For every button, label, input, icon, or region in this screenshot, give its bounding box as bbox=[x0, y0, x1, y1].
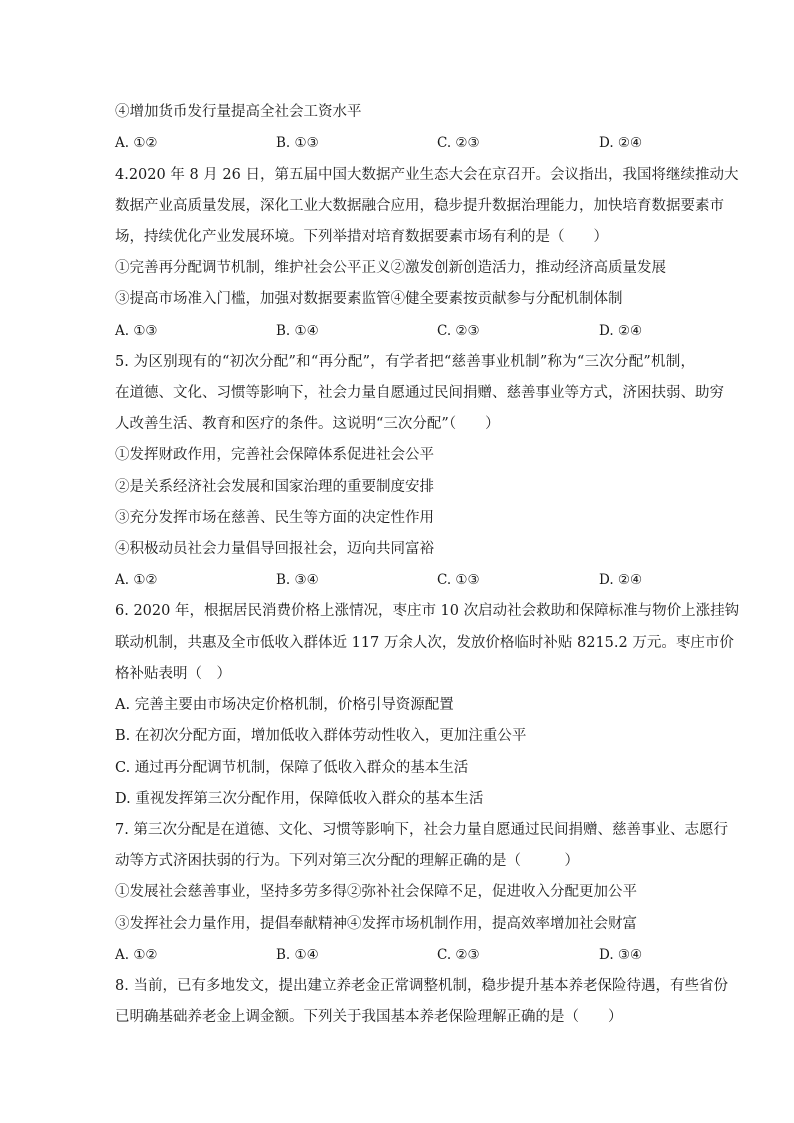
q5-item-3: ③充分发挥市场在慈善、民生等方面的决定性作用 bbox=[115, 510, 434, 526]
q5-item-2: ②是关系经济社会发展和国家治理的重要制度安排 bbox=[115, 479, 434, 495]
q4-option-a: A. ①③ bbox=[115, 323, 158, 339]
q5-option-c: C. ①③ bbox=[437, 572, 480, 588]
q5-stem-line-2: 在道德、文化、习惯等影响下，社会力量自愿通过民间捐赠、慈善事业等方式，济困扶弱、助穷 bbox=[115, 385, 724, 401]
q3-option-c: C. ②③ bbox=[437, 135, 480, 151]
q3-item-4: ④增加货币发行量提高全社会工资水平 bbox=[115, 104, 362, 120]
q4-stem-line-3: 场，持续优化产业发展环境。下列举措对培育数据要素市场有利的是（ ） bbox=[115, 229, 608, 245]
q4-option-d: D. ②④ bbox=[599, 323, 643, 339]
q5-stem-line-1: 5. 为区别现有的“初次分配”和“再分配”，有学者把“慈善事业机制”称为“三次分配”机制， bbox=[115, 354, 695, 370]
q6-stem-line-3: 格补贴表明（ ） bbox=[115, 666, 231, 682]
q4-stem-line-1: 4.2020 年 8 月 26 日，第五届中国大数据产业生态大会在京召开。会议指出，我国将继续推动大 bbox=[115, 167, 739, 183]
q7-option-d: D. ③④ bbox=[599, 947, 643, 963]
q5-item-4: ④积极动员社会力量倡导回报社会，迈向共同富裕 bbox=[115, 541, 434, 557]
q5-option-b: B. ③④ bbox=[276, 572, 319, 588]
q6-option-a: A. 完善主要由市场决定价格机制，价格引导资源配置 bbox=[115, 697, 454, 713]
q4-option-c: C. ②③ bbox=[437, 323, 480, 339]
q4-option-b: B. ①④ bbox=[276, 323, 319, 339]
q5-option-d: D. ②④ bbox=[599, 572, 643, 588]
q5-item-1: ①发挥财政作用，完善社会保障体系促进社会公平 bbox=[115, 447, 434, 463]
q8-stem-line-1: 8. 当前，已有多地发文，提出建立养老金正常调整机制，稳步提升基本养老保险待遇，有些省份 bbox=[115, 978, 728, 994]
q5-stem-line-3: 人改善生活、教育和医疗的条件。这说明“三次分配”（ ） bbox=[115, 416, 500, 432]
q5-option-a: A. ①② bbox=[115, 572, 158, 588]
q3-option-a: A. ①② bbox=[115, 135, 158, 151]
q4-items-3-4: ③提高市场准入门槛，加强对数据要素监管④健全要素按贡献参与分配机制体制 bbox=[115, 291, 623, 307]
q3-options bbox=[115, 133, 695, 153]
q7-stem-line-1: 7. 第三次分配是在道德、文化、习惯等影响下，社会力量自愿通过民间捐赠、慈善事业、志愿行 bbox=[115, 822, 728, 838]
q7-items-1-2: ①发展社会慈善事业，坚持多劳多得②弥补社会保障不足，促进收入分配更加公平 bbox=[115, 884, 637, 900]
q7-items-3-4: ③发挥社会力量作用，提倡奉献精神④发挥市场机制作用，提高效率增加社会财富 bbox=[115, 916, 637, 932]
q7-option-c: C. ②③ bbox=[437, 947, 480, 963]
q3-option-d: D. ②④ bbox=[599, 135, 643, 151]
q4-options bbox=[115, 321, 695, 341]
q4-stem-line-2: 数据产业高质量发展，深化工业大数据融合应用，稳步提升数据治理能力，加快培育数据要素市 bbox=[115, 198, 724, 214]
q7-options bbox=[115, 945, 695, 965]
q6-stem-line-2: 联动机制，共惠及全市低收入群体近 117 万余人次，发放价格临时补贴 8215.2 万元。枣庄市价 bbox=[115, 635, 734, 651]
q6-option-d: D. 重视发挥第三次分配作用，保障低收入群众的基本生活 bbox=[115, 791, 484, 807]
q7-stem-line-2: 动等方式济困扶弱的行为。下列对第三次分配的理解正确的是（ ） bbox=[115, 853, 579, 869]
q7-option-b: B. ①④ bbox=[276, 947, 319, 963]
q8-stem-line-2: 已明确基础养老金上调金额。下列关于我国基本养老保险理解正确的是（ ） bbox=[115, 1009, 623, 1025]
q6-stem-line-1: 6. 2020 年，根据居民消费价格上涨情况，枣庄市 10 次启动社会救助和保障标准与物价上涨挂钩 bbox=[115, 603, 740, 619]
q4-items-1-2: ①完善再分配调节机制，维护社会公平正义②激发创新创造活力，推动经济高质量发展 bbox=[115, 260, 666, 276]
q3-option-b: B. ①③ bbox=[276, 135, 319, 151]
q6-option-c: C. 通过再分配调节机制，保障了低收入群众的基本生活 bbox=[115, 760, 469, 776]
q5-options bbox=[115, 570, 695, 590]
q6-option-b: B. 在初次分配方面，增加低收入群体劳动性收入，更加注重公平 bbox=[115, 728, 527, 744]
q7-option-a: A. ①② bbox=[115, 947, 158, 963]
